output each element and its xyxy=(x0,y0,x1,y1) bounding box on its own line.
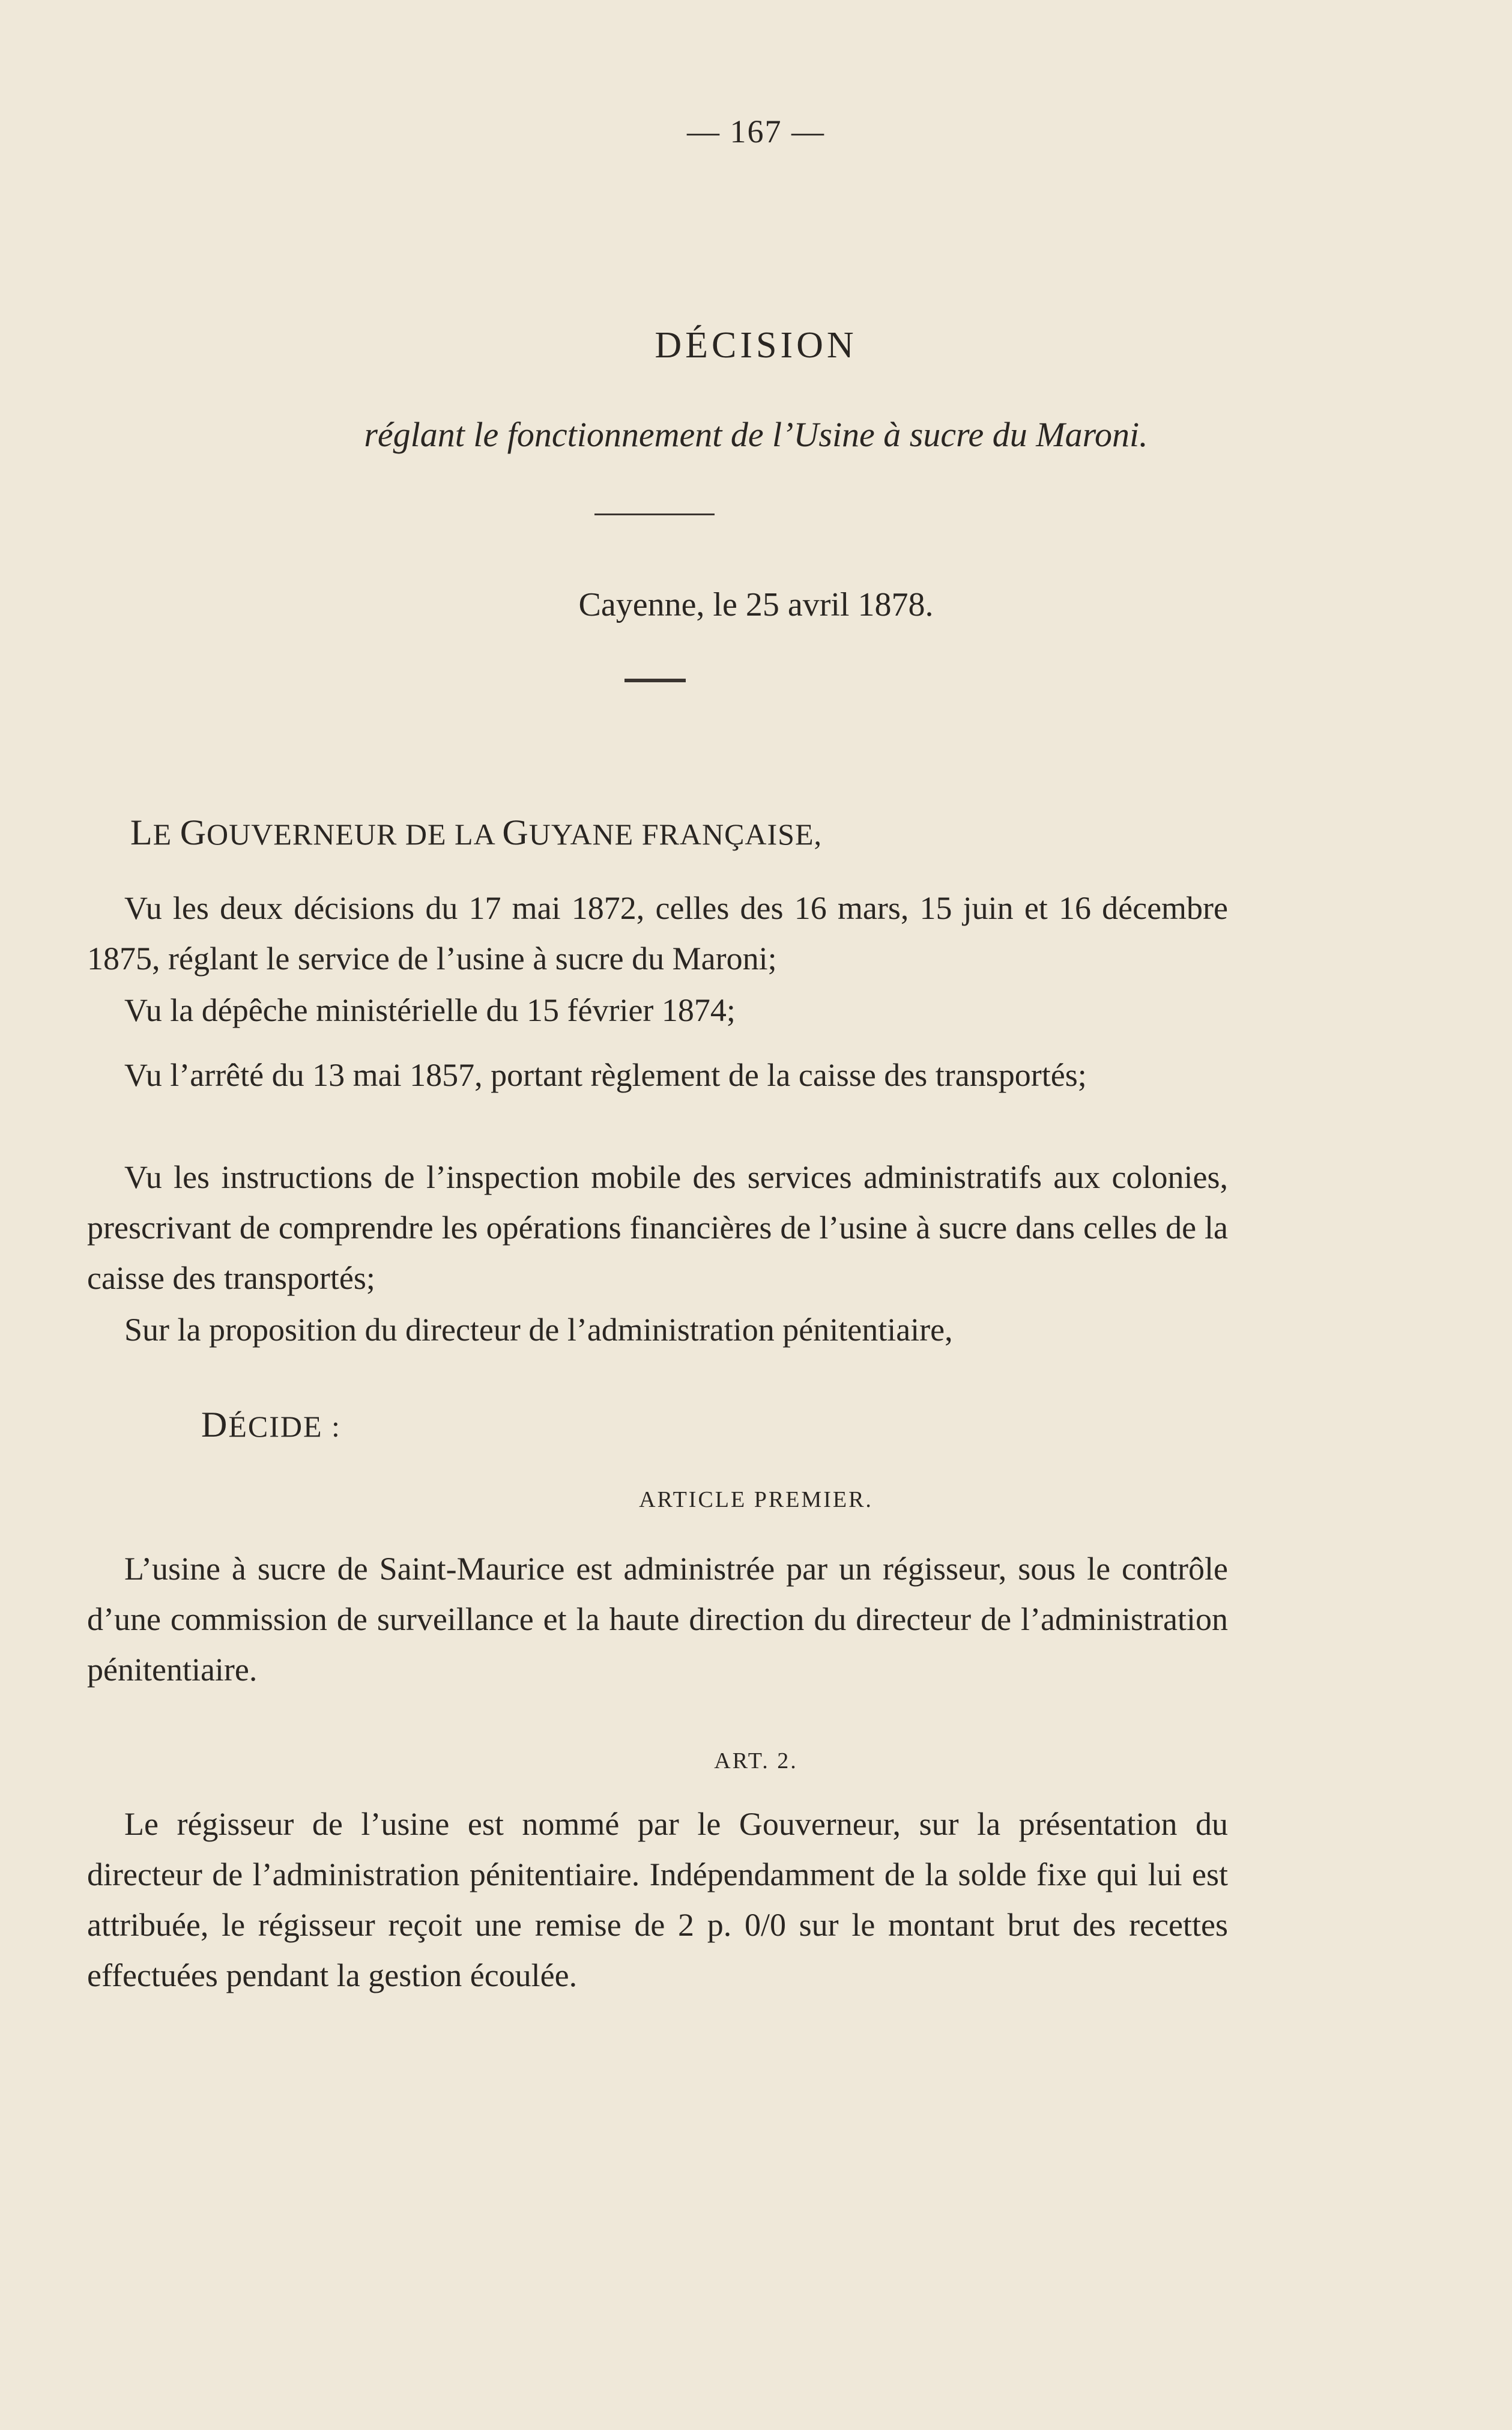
separator-rule-short xyxy=(624,679,686,682)
salutation-le-rest: E xyxy=(153,817,180,851)
article-2-heading: ART. 2. xyxy=(714,1748,798,1774)
document-title: DÉCISION xyxy=(655,325,857,366)
salutation-initial-guyane: G xyxy=(502,813,529,852)
article-2-text: Le régisseur de l’usine est nommé par le Gouverneur, sur la présentation du directeur de l’administration pénitentiaire. Indépendamment de la solde fixe qui lui est attribuée, le régisseur reçoit une remise de 2 p. 0/0 sur le montant brut des recettes effectuées pendant la gestion écoulée. xyxy=(87,1806,1228,1993)
visa-paragraph: Vu les deux décisions du 17 mai 1872, celles des 16 mars, 15 juin et 16 décembre 1875, réglant le service de l’usine à sucre du Maroni; xyxy=(87,890,1228,977)
salutation-initial-le: L xyxy=(130,813,153,852)
visa-paragraph: Vu l’arrêté du 13 mai 1857, portant règlement de la caisse des transportés; xyxy=(124,1057,1087,1093)
salutation xyxy=(130,812,822,853)
place-date: Cayenne, le 25 avril 1878. xyxy=(578,586,934,623)
visa-paragraph: Sur la proposition du directeur de l’administration pénitentiaire, xyxy=(124,1312,953,1348)
decide-initial: D xyxy=(201,1405,229,1444)
salutation-guyane-rest: UYANE FRANÇAISE, xyxy=(528,817,823,851)
decide-heading xyxy=(201,1404,341,1446)
visa-paragraph: Vu les instructions de l’inspection mobile des services administratifs aux colonies, prescrivant de comprendre les opérations financières de l’usine à sucre dans celles de la caisse des transportés; xyxy=(87,1159,1228,1296)
article-1-text: L’usine à sucre de Saint-Maurice est administrée par un régisseur, sous le contrôle d’une commission de surveillance et la haute direction du directeur de l’administration pénitentiaire. xyxy=(87,1551,1228,1688)
separator-rule xyxy=(594,514,715,515)
article-1-heading: ARTICLE PREMIER. xyxy=(639,1487,873,1512)
page-number: — 167 — xyxy=(687,114,825,150)
decide-rest: ÉCIDE : xyxy=(228,1410,341,1443)
visa-paragraph: Vu la dépêche ministérielle du 15 février 1874; xyxy=(124,992,736,1028)
salutation-initial-gouverneur: G xyxy=(180,813,207,852)
document-subtitle: réglant le fonctionnement de l’Usine à sucre du Maroni. xyxy=(364,415,1148,454)
salutation-gouverneur-rest: OUVERNEUR DE LA xyxy=(207,817,503,851)
